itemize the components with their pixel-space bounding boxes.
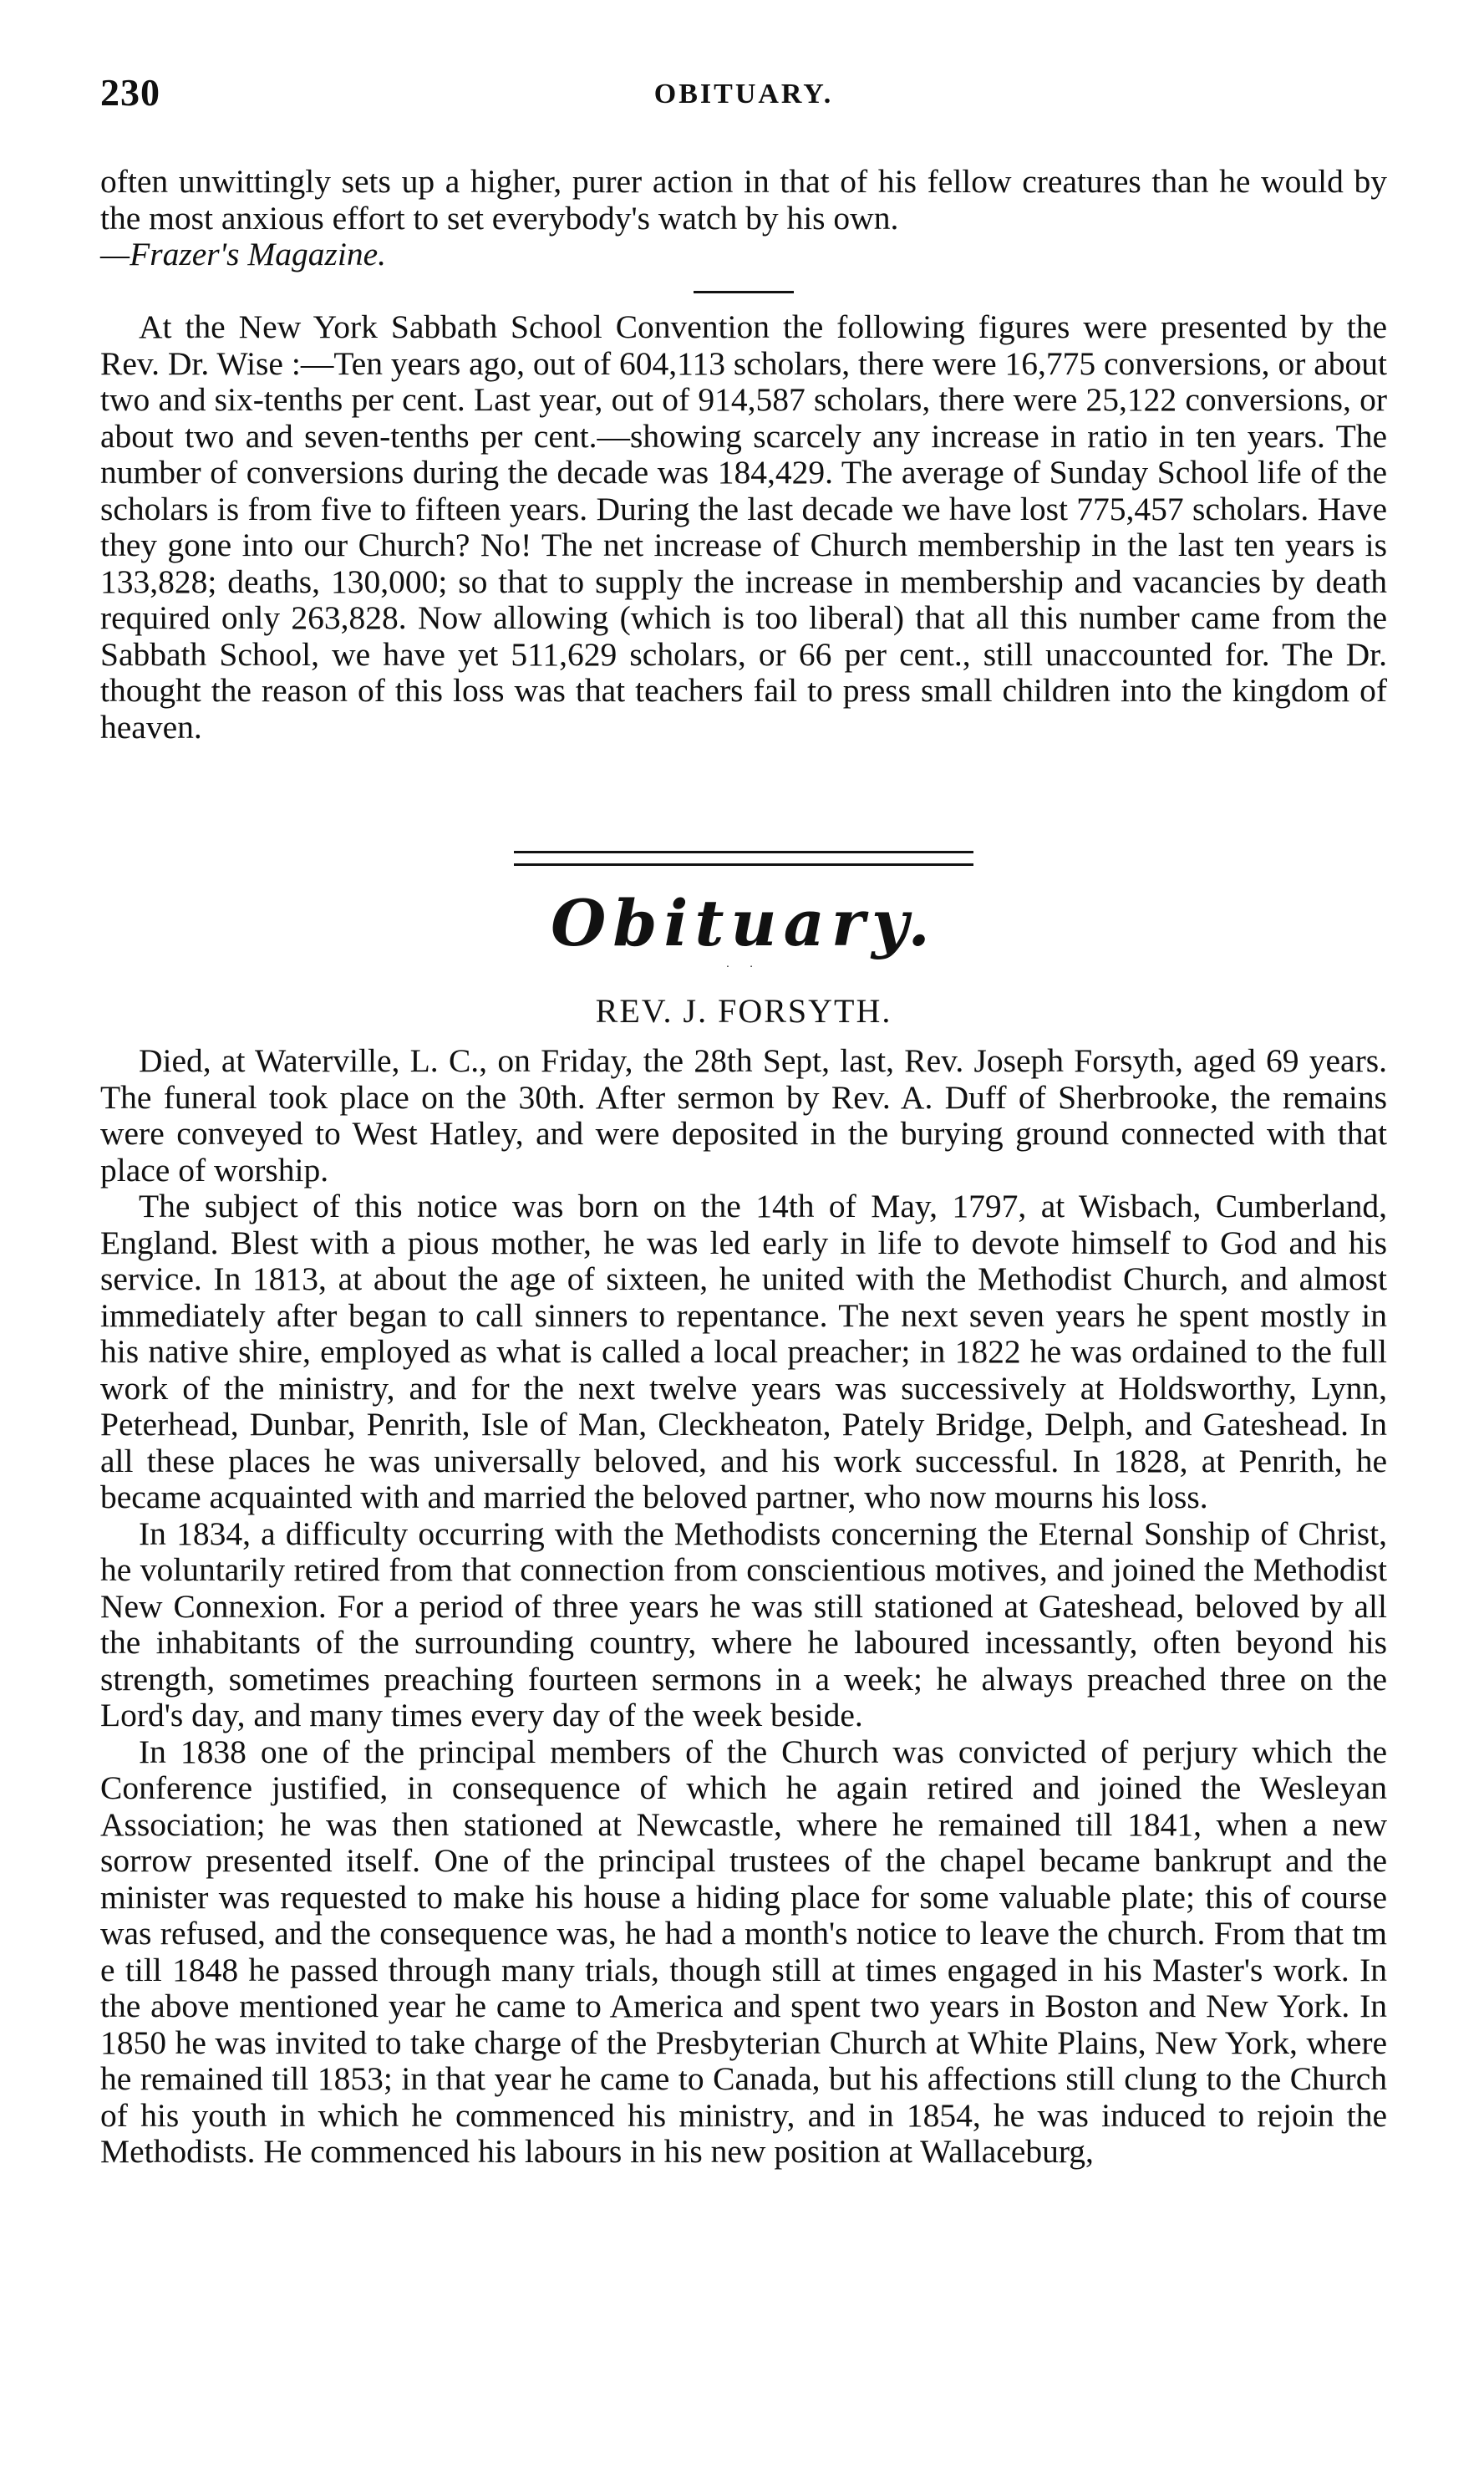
obituary-body [100, 1043, 1387, 2171]
section-title: Obituary. [551, 886, 937, 960]
quote-attribution: —Frazer's Magazine. [100, 236, 386, 272]
page-header [100, 70, 1387, 120]
book-page [100, 0, 1387, 2484]
ornament-dots: · · [725, 961, 762, 974]
convention-paragraph: At the New York Sabbath School Convention the following figures were presented by the Rev. Dr. Wise :—Ten years ago, out of 604,113 scholars, there were 16,775 conversions, or about two and six-tenths per cent. Last year, out of 914,587 scholars, there were 25,122 conversions, or about two and seven-tenths per cent.—showing scarcely any increase in ratio in ten years. The number of conversions during the decade was 184,429. The average of Sunday School life of the scholars is from five to fifteen years. During the last decade we have lost 775,457 scholars. Have they gone into our Church? No! The net increase of Church membership in the last ten years is 133,828; deaths, 130,000; so that to supply the increase in membership and vacancies by death required only 263,828. Now allowing (which is too liberal) that all this number came from the Sabbath School, we have yet 511,629 scholars, or 66 per cent., still unaccounted for. The Dr. thought the reason of this loss was that teachers fail to press small children into the kingdom of heaven. [100, 308, 1387, 746]
separator-rule [694, 291, 794, 293]
page-number: 230 [100, 71, 160, 114]
section-double-rule [514, 851, 973, 866]
quote-text: often unwittingly sets up a higher, purer action in that of his fellow creatures than he would by the most anxious effort to set everybody's watch by his own. [100, 163, 1387, 237]
obituary-paragraph: Died, at Waterville, L. C., on Friday, the 28th Sept, last, Rev. Joseph Forsyth, aged 69 years. The funeral took place on the 30th. After sermon by Rev. A. Duff of Sherbrooke, the remains were conveyed to West Hatley, and were deposited in the burying ground connected with that place of worship. [100, 1042, 1387, 1189]
convention-block [100, 309, 1387, 746]
obituary-paragraph: In 1834, a difficulty occurring with the Methodists concerning the Eternal Sonship of Christ, he voluntarily retired from that connection from conscientious motives, and joined the Methodist New Connexion. For a period of three years he was still stationed at Gateshead, beloved by all the inhabitants of the surrounding country, where he laboured incessantly, often beyond his strength, sometimes preaching fourteen sermons in a week; he always preached three on the Lord's day, and many times every day of the week beside. [100, 1514, 1387, 1733]
obituary-paragraph: The subject of this notice was born on the 14th of May, 1797, at Wisbach, Cumberland, England. Blest with a pious mother, he was led early in life to devote himself to God and his service. In 1813, at about the age of sixteen, he united with the Methodist Church, and almost immediately after began to call sinners to repentance. The next seven years he spent mostly in his native shire, employed as what is called a local preacher; in 1822 he was ordained to the full work of the ministry, and for the next twelve years was successively at Holdsworthy, Lynn, Peterhead, Dunbar, Penrith, Isle of Man, Cleckheaton, Pately Bridge, Delph, and Gateshead. In all these places he was universally beloved, and his work successful. In 1828, at Penrith, he became acquainted with and married the beloved partner, who now mourns his loss. [100, 1188, 1387, 1515]
quote-block [100, 164, 1387, 273]
obituary-paragraph: In 1838 one of the principal members of the Church was convicted of perjury which the Conference justified, in consequence of which he again retired and joined the Wesleyan Association; he was then stationed at Newcastle, where he remained till 1841, when a new sorrow presented itself. One of the principal trustees of the chapel became bankrupt and the minister was requested to make his house a hiding place for some valuable plate; this of course was refused, and the consequence was, he had a month's notice to leave the church. From that tm e till 1848 he passed through many trials, though still at times engaged in his Master's work. In the above mentioned year he came to America and spent two years in Boston and New York. In 1850 he was invited to take charge of the Presbyterian Church at White Plains, New York, where he remained till 1853; in that year he came to Canada, but his affections still clung to the Church of his youth in which he commenced his ministry, and in 1854, he was induced to rejoin the Methodists. He commenced his labours in his new position at Wallaceburg, [100, 1733, 1387, 2170]
running-head: OBITUARY. [653, 79, 834, 109]
article-title: REV. J. FORSYTH. [595, 992, 892, 1030]
